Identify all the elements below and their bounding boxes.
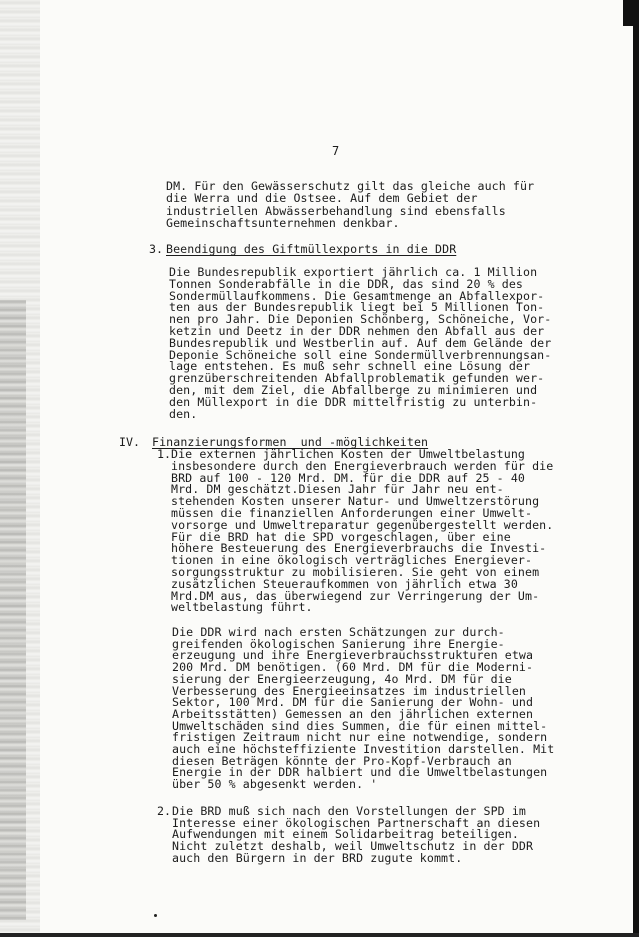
text-line: Sondermüllaufkommens. Die Gesamtmenge an Abfallexpor-	[169, 288, 545, 303]
text-line: weltbelastung führt.	[171, 600, 313, 615]
section3-number: 3.	[149, 242, 163, 256]
text-line: den.	[169, 406, 198, 421]
sectionIV-heading: Finanzierungsformen und -möglichkeiten	[152, 435, 429, 449]
text-line: erzeugung und ihre Energieverbrauchsstrukturen etwa	[172, 648, 534, 663]
text-line: Arbeitsstätten) Gemessen an den jährlichen externen	[172, 706, 534, 721]
text-line: insbesondere durch den Energieverbrauch werden für die	[171, 458, 554, 473]
text-line: Aufwendungen mit einem Solidarbeitrag beteiligen.	[172, 827, 519, 842]
text-line: auch eine höchsteffiziente Investition darstellen. Mit	[172, 742, 555, 756]
text-line: Die Bundesrepublik exportiert jährlich ca. 1 Million	[169, 265, 538, 279]
text-line: Tonnen Sonderabfälle in die DDR, das sind 20 % des	[169, 276, 524, 291]
text-line: 200 Mrd. DM benötigen. (60 Mrd. DM für die Moderni-	[172, 660, 534, 675]
text-line: stehenden Kosten unserer Natur- und Umweltzerstörung	[171, 494, 540, 509]
text-line: Deponie Schöneiche soll eine Sondermüllverbrennungsan-	[169, 347, 552, 362]
sectionIV-number: IV.	[119, 435, 140, 449]
text-line: Umweltschäden sind dies Summen, die für einen mittel-	[172, 718, 548, 733]
text-line: den Müllexport in die DDR mittelfristig zu unterbin-	[169, 394, 538, 409]
text-line: den, mit dem Ziel, die Abfallberge zu minimieren und	[169, 383, 538, 397]
text-line: diesen Beträgen könnte der Pro-Kopf-Verbrauch an	[172, 753, 512, 768]
text-line: ten aus der Bundesrepublik liegt bei 5 Millionen Ton-	[169, 300, 545, 315]
text-line: sorgungsstruktur zu mobilisieren. Sie geht von einem	[171, 565, 540, 579]
text-line: Für die BRD hat die SPD vorgeschlagen, über eine	[171, 529, 511, 544]
text-line: Bundesrepublik und Westberlin auf. Auf dem Gelände der	[169, 335, 552, 350]
text-line: industriellen Abwässerbehandlung sind ebensfalls	[166, 203, 506, 218]
text-line: greifenden ökologischen Sanierung ihre Energie-	[172, 636, 505, 651]
page-number: 7	[332, 144, 340, 158]
section3-heading: Beendigung des Giftmüllexports in die DDR	[166, 242, 457, 256]
text-line: sierung der Energieerzeugung, 4o Mrd. DM für die	[172, 671, 512, 686]
text-line: Gemeinschaftsunternehmen denkbar.	[166, 216, 400, 231]
scan-edge-right	[633, 0, 639, 937]
text-line: grenzüberschreitenden Abfallproblematik gefunden wer-	[169, 371, 545, 386]
text-line: vorsorge und Umweltreparatur gegenübergestellt werden.	[171, 517, 554, 532]
text-line: über 50 % abgesenkt werden. '	[172, 777, 378, 792]
text-line: tionen in eine ökologisch verträgliches Energiever-	[171, 553, 533, 568]
text-line: die Werra und die Ostsee. Auf dem Gebiet der	[166, 191, 478, 206]
text-line: zusätzlichen Steueraufkommen von jährlich etwa 30	[171, 576, 518, 591]
text-line: Verbesserung des Energieeinsatzes im industriellen	[172, 683, 527, 698]
text-line: DM. Für den Gewässerschutz gilt das gleiche auch für	[166, 179, 535, 193]
item2-number: 2.	[157, 804, 171, 818]
text-line: Energie in der DDR halbiert und die Umweltbelastungen	[172, 765, 548, 780]
text-line: nen pro Jahr. Die Deponien Schönberg, Schöneiche, Vor-	[169, 312, 552, 327]
text-line: Sektor, 100 Mrd. DM für die Sanierung der Wohn- und	[172, 695, 534, 710]
text-line: höhere Besteuerung des Energieverbrauchs die Investi-	[171, 541, 547, 556]
text-line: fristigen Zeitraum nicht nur eine notwendige, sondern	[172, 730, 548, 745]
text-line: Die DDR wird nach ersten Schätzungen zur durch-	[172, 625, 505, 639]
text-line: müssen die finanziellen Anforderungen einer Umwelt-	[171, 506, 533, 520]
scan-edge-notch	[623, 0, 633, 26]
item1-number: 1.	[157, 447, 171, 461]
text-line: auch den Bürgern in der BRD zugute kommt.	[172, 850, 463, 865]
text-line: Mrd.DM aus, das überwiegend zur Verringerung der Um-	[171, 588, 540, 603]
text-line: Nicht zuletzt deshalb, weil Umweltschutz in der DDR	[172, 839, 534, 854]
text-line: Interesse einer ökologischen Partnerschaft an diesen	[172, 815, 541, 830]
text-line: lage entstehen. Es muß sehr schnell eine Lösung der	[169, 359, 531, 374]
text-line: ketzin und Deetz in der DDR nehmen den Abfall aus der	[169, 324, 545, 338]
scan-edge-shadow	[0, 300, 26, 920]
text-line: Die externen jährlichen Kosten der Umweltbelastung	[171, 447, 526, 461]
text-line: Mrd. DM geschätzt.Diesen Jahr für Jahr neu ent-	[171, 482, 504, 497]
text-line: Die BRD muß sich nach den Vorstellungen der SPD im	[172, 804, 527, 818]
stray-mark	[154, 914, 157, 917]
scan-edge-bottom	[0, 933, 639, 937]
text-line: BRD auf 100 - 120 Mrd. DM. für die DDR auf 25 - 40	[171, 470, 526, 485]
